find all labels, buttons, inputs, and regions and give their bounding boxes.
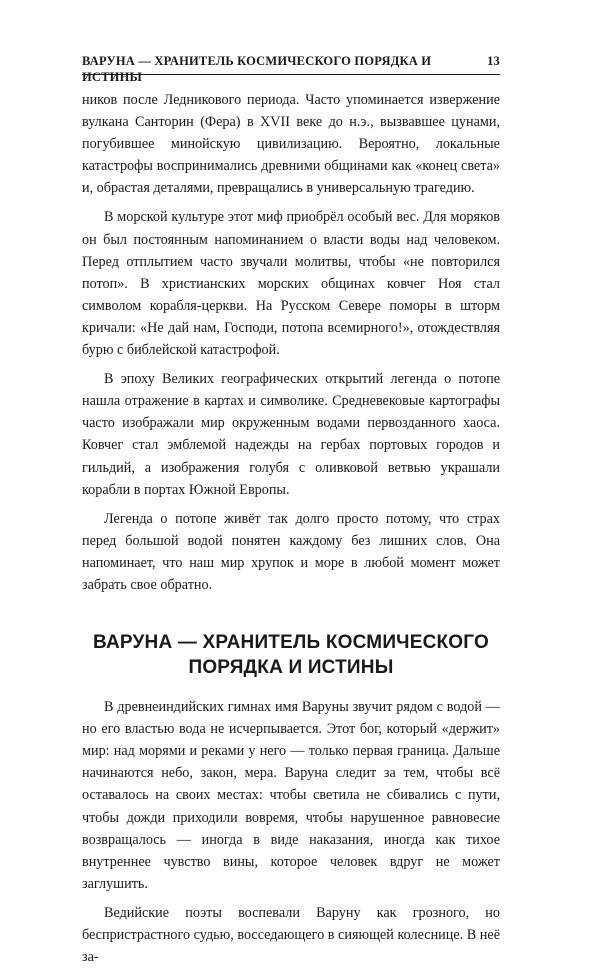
paragraph-continued: ников после Ледникового периода. Часто упоминается извержение вулкана Санторин (Фера) в XVII веке до н.э., вызвавшее цунами, погубившее минойскую цивилизацию. Вероятно, локальные катастрофы воспринимались древними общинами как «конец света» и, обрастая деталями, превращались в универсальную трагедию.	[82, 92, 500, 197]
page-number: 13	[487, 54, 500, 68]
paragraph: В эпоху Великих географических открытий легенда о потопе нашла отражение в картах и символике. Средневековые картографы часто изображали мир окруженным водами первозданного хаоса. Ковчег стал эмблемой надежды на гербах портовых городов и гильдий, а изображения голубя с оливковой ветвью украшали корабли в портах Южной Европы.	[82, 371, 500, 498]
section-heading-line-2: ПОРЯДКА И ИСТИНЫ	[188, 657, 394, 679]
section-heading-line-1: ВАРУНА — ХРАНИТЕЛЬ КОСМИЧЕСКОГО	[92, 632, 489, 654]
running-head-title: ВАРУНА — ХРАНИТЕЛЬ КОСМИЧЕСКОГО ПОРЯДКА И ИСТИНЫ	[82, 54, 432, 84]
paragraph: Легенда о потопе живёт так долго просто потому, что страх перед большой водой понятен каждому без лишних слов. Она напоминает, что наш мир хрупок и море в любой момент может забрать свое обратно.	[82, 510, 500, 593]
running-head	[82, 53, 500, 85]
header-rule	[82, 74, 500, 75]
section-heading	[82, 630, 500, 680]
page-body	[82, 89, 500, 968]
paragraph: В древнеиндийских гимнах имя Варуны звучит рядом с водой — но его властью вода не исчерпывается. Этот бог, который «держит» мир: над морями и реками у него — только первая граница. Дальше начинаются небо, закон, мера. Варуна следит за тем, чтобы всё оставалось на своих местах: чтобы светила не сбивались с пути, чтобы дожди приходили вовремя, чтобы нарушенное равновесие возвращалось — иногда в виде наказания, иногда как тихое внутреннее чувство вины, которое человек вдруг не может заглушить.	[82, 699, 500, 892]
paragraph: В морской культуре этот миф приобрёл особый вес. Для моряков он был постоянным напоминанием о власти воды над человеком. Перед отплытием часто звучали молитвы, чтобы «не повторился потоп». В христианских морских общинах ковчег Ноя стал символом корабля-церкви. На Русском Севере поморы в шторм кричали: «Не дай нам, Господи, потопа всемирного!», отождествляя бурю с библейской катастрофой.	[82, 209, 500, 359]
paragraph-truncated: Ведийские поэты воспевали Варуну как грозного, но беспристрастного судью, восседающего в сияющей колеснице. В неё за-	[82, 904, 500, 966]
